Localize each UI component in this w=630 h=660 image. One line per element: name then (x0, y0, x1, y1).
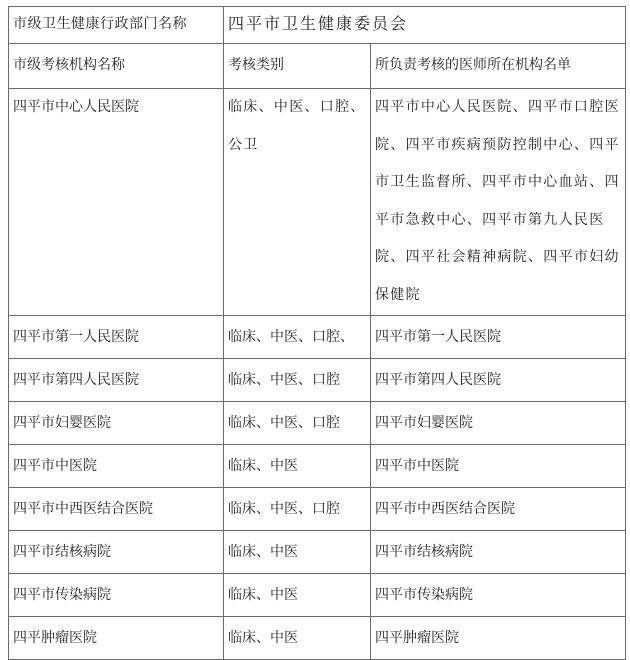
category-cell: 临床、中医 (224, 531, 371, 574)
list-cell: 四平市妇婴医院 (371, 402, 626, 445)
column-header-list: 所负责考核的医师所在机构名单 (371, 44, 626, 89)
list-cell: 四平市第四人民医院 (371, 359, 626, 402)
list-cell: 四平市第一人民医院 (371, 316, 626, 359)
institution-table (8, 6, 626, 660)
list-cell: 四平市中心人民医院、四平市口腔医院、四平市疾病预防控制中心、四平市卫生监督所、四平市中心血站、四平市急救中心、四平市第九人民医院、四平社会精神病院、四平市妇幼保健院 (371, 89, 626, 316)
table-row (9, 574, 626, 617)
category-cell: 临床、中医、口腔 (224, 402, 371, 445)
table-row (9, 488, 626, 531)
org-cell: 四平市第四人民医院 (9, 359, 224, 402)
table-row (9, 531, 626, 574)
table-row (9, 445, 626, 488)
org-cell: 四平市传染病院 (9, 574, 224, 617)
admin-dept-name: 四平市卫生健康委员会 (224, 7, 626, 44)
category-cell: 临床、中医 (224, 617, 371, 660)
table-row (9, 89, 626, 316)
table-row (9, 617, 626, 660)
list-cell: 四平市传染病院 (371, 574, 626, 617)
list-cell: 四平市中西医结合医院 (371, 488, 626, 531)
org-cell: 四平市中西医结合医院 (9, 488, 224, 531)
category-cell: 临床、中医 (224, 445, 371, 488)
category-cell: 临床、中医、口腔 (224, 359, 371, 402)
category-cell: 临床、中医 (224, 574, 371, 617)
table-row (9, 316, 626, 359)
org-cell: 四平市中心人民医院 (9, 89, 224, 316)
category-cell: 临床、中医、口腔、 (224, 316, 371, 359)
org-cell: 四平市妇婴医院 (9, 402, 224, 445)
column-header-org: 市级考核机构名称 (9, 44, 224, 89)
column-header-row (9, 44, 626, 89)
table-row (9, 402, 626, 445)
admin-dept-label: 市级卫生健康行政部门名称 (9, 7, 224, 44)
list-cell: 四平肿瘤医院 (371, 617, 626, 660)
list-cell: 四平市中医院 (371, 445, 626, 488)
table-row (9, 359, 626, 402)
list-cell: 四平市结核病院 (371, 531, 626, 574)
column-header-category: 考核类别 (224, 44, 371, 89)
org-cell: 四平市结核病院 (9, 531, 224, 574)
category-cell: 临床、中医、口腔、公卫 (224, 89, 371, 316)
org-cell: 四平肿瘤医院 (9, 617, 224, 660)
org-cell: 四平市第一人民医院 (9, 316, 224, 359)
header-row (9, 7, 626, 44)
category-cell: 临床、中医、口腔 (224, 488, 371, 531)
org-cell: 四平市中医院 (9, 445, 224, 488)
